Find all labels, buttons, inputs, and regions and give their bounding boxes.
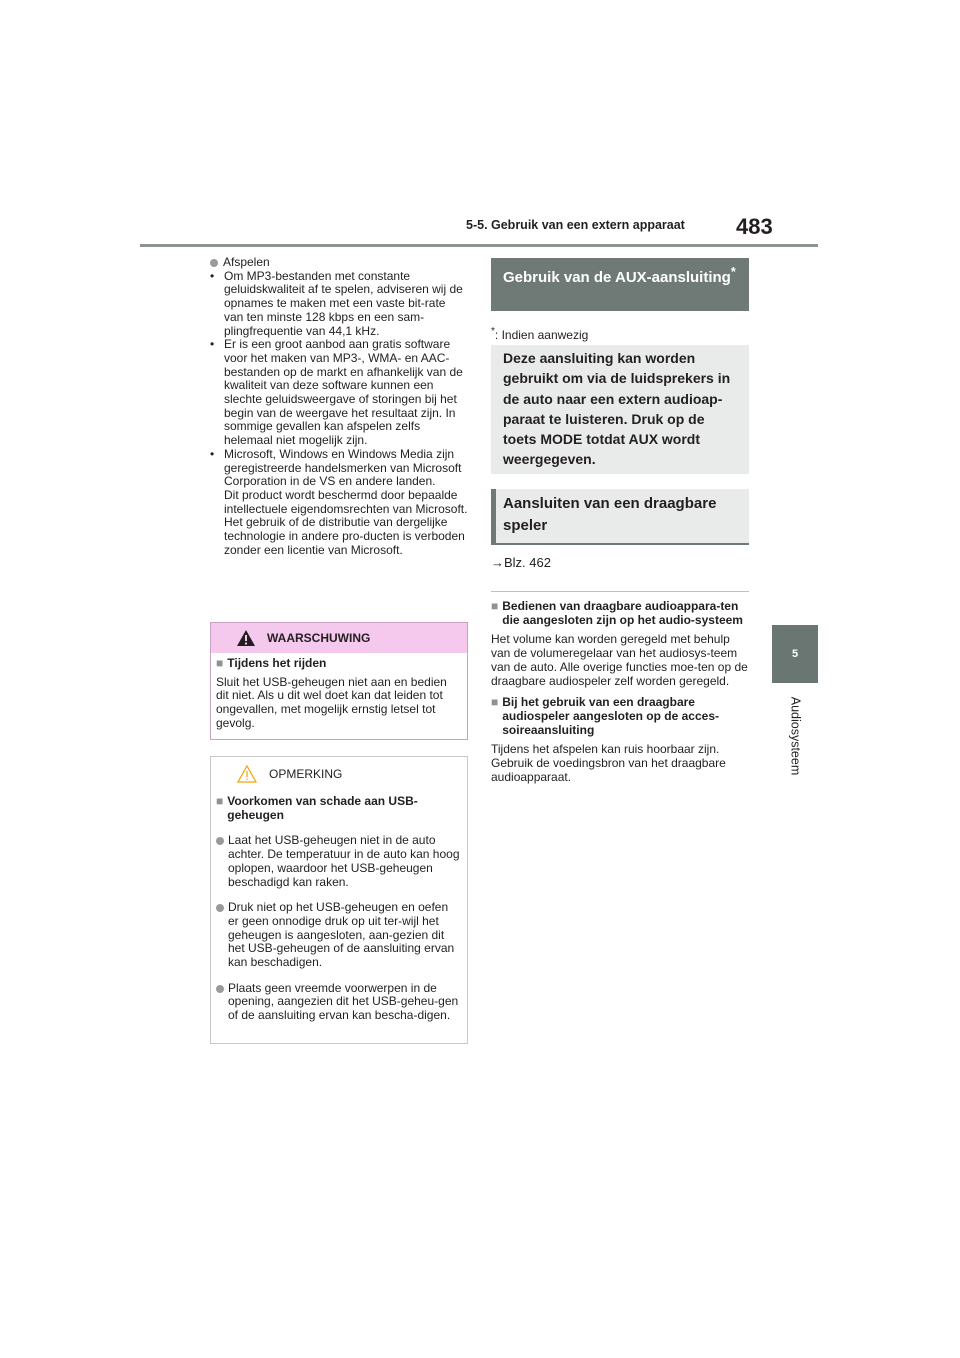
- circle-bullet-icon: [216, 985, 224, 993]
- footnote-mark: *: [491, 326, 495, 337]
- caution-triangle-icon: [237, 765, 257, 783]
- warning-text: Sluit het USB-geheugen niet aan en bedien dit niet. Als u dit wel doet kan dat leiden tot ongevallen, met mogelijk ernstig letsel tot gevolg.: [216, 674, 447, 730]
- chapter-number: 5: [791, 648, 799, 660]
- connect-section-heading: [491, 489, 749, 545]
- section-divider: [491, 591, 749, 592]
- warning-header: [211, 623, 467, 653]
- sub-heading: [491, 600, 749, 627]
- chapter-label: [760, 690, 830, 782]
- circle-bullet-icon: [216, 837, 224, 845]
- warning-heading: [216, 657, 462, 671]
- sub-heading-text: Bedienen van draagbare audioappara-ten die aangesloten zijn op het audio-systeem: [502, 599, 743, 627]
- right-body: [491, 600, 749, 784]
- list-item: [210, 448, 468, 558]
- page-reference: →Blz. 462: [491, 555, 551, 570]
- square-bullet-icon: ■: [491, 695, 499, 710]
- square-bullet-icon: ■: [216, 656, 224, 670]
- intro-text: Deze aansluiting kan worden gebruikt om via de luidsprekers in de auto naar een extern audioap-paraat te luisteren. Druk op de toets MODE totdat AUX wordt weergegeven.: [503, 350, 731, 468]
- warning-box: [210, 622, 468, 740]
- play-heading: [210, 256, 468, 270]
- list-item-text: • Microsoft, Windows en Windows Media zijn geregistreerde handelsmerken van Microsoft Corporation in de VS en andere landen.: [224, 446, 462, 489]
- list-item-text: Plaats geen vreemde voorwerpen in de opening, aangezien dit het USB-geheu-gen of de aansluiting ervan kan bescha-digen.: [228, 980, 459, 1023]
- connect-heading-text: Aansluiten van een draagbare speler: [503, 495, 717, 534]
- warning-triangle-icon: [237, 630, 255, 646]
- list-item: [216, 834, 462, 889]
- header-rule: [140, 244, 818, 247]
- chapter-tab: [772, 625, 818, 683]
- note-body: [211, 791, 467, 1023]
- list-item-text-continued: Dit product wordt beschermd door bepaalde intellectuele eigendomsrechten van Microsoft. Het gebruik of de distributie van dergelijke technologie in andere pro-ducten is verboden zonder een licentie van Microsoft.: [224, 487, 468, 557]
- sub-heading-text: Bij het gebruik van een draagbare audiospeler aangesloten op de acces-soireaansluiting: [502, 695, 719, 737]
- note-title: OPMERKING: [269, 767, 343, 781]
- footnote-text: : Indien aanwezig: [494, 328, 589, 342]
- paragraph: Het volume kan worden geregeld met behulp van de volumeregelaar van het audiosys-teem van de auto. Alle overige functies moe-ten op de draagbare audiospeler zelf worden geregeld.: [491, 632, 748, 688]
- list-item-text: • Om MP3-bestanden met constante geluidskwaliteit af te spelen, adviseren wij de opnames te maken met een vaste bit-rate van ten minste 128 kbps en een sam-plingfrequentie van 44,1 kHz.: [224, 268, 463, 338]
- list-item: [210, 338, 468, 448]
- aux-heading-footnote-mark: *: [730, 265, 736, 279]
- paragraph: Tijdens het afspelen kan ruis hoorbaar zijn. Gebruik de voedingsbron van het draagbare audioapparaat.: [491, 742, 726, 784]
- list-item: [216, 982, 462, 1023]
- play-heading-text: Afspelen: [223, 255, 270, 269]
- warning-title: WAARSCHUWING: [267, 631, 371, 645]
- section-title: 5-5. Gebruik van een extern apparaat: [466, 218, 685, 232]
- list-item-text: Laat het USB-geheugen niet in de auto achter. De temperatuur in de auto kan hoog oplopen, waardoor het USB-geheugen beschadigd kan raken.: [228, 833, 460, 889]
- page-number: 483: [736, 214, 773, 239]
- list-item-text: Druk niet op het USB-geheugen en oefen er geen onnodige druk op uit ter-wijl het geheugen is aangesloten, aan-gezien dit het USB-geheugen of de aansluiting ervan kan beschadigen.: [228, 900, 455, 970]
- square-bullet-icon: ■: [216, 794, 224, 808]
- circle-bullet-icon: [210, 259, 218, 267]
- aux-section-heading: [491, 258, 749, 311]
- sub-heading: [491, 696, 749, 737]
- list-item: [216, 901, 462, 970]
- intro-box: [491, 345, 749, 474]
- warning-body: [211, 653, 467, 731]
- note-heading: [216, 795, 462, 822]
- left-column: [210, 256, 468, 557]
- note-header: [211, 757, 467, 791]
- square-bullet-icon: ■: [491, 599, 499, 613]
- list-item-text: • Er is een groot aanbod aan gratis software voor het maken van MP3-, WMA- en AAC-bestanden op de markt en afhankelijk van de kwaliteit van deze software kunnen een slechte geluidsweergave of storingen bij het begin van de weergave het resultaat zijn. In sommige gevallen kan afspelen zelfs helemaal niet mogelijk zijn.: [224, 337, 463, 448]
- note-heading-text: Voorkomen van schade aan USB-geheugen: [227, 794, 418, 822]
- aux-heading-text: Gebruik van de AUX-aansluiting: [503, 269, 731, 286]
- circle-bullet-icon: [216, 904, 224, 912]
- note-box: [210, 756, 468, 1044]
- warning-heading-text: Tijdens het rijden: [227, 656, 327, 670]
- chapter-label-text: Audiosysteem: [788, 696, 803, 776]
- list-item: [210, 270, 468, 339]
- footnote: [491, 326, 588, 342]
